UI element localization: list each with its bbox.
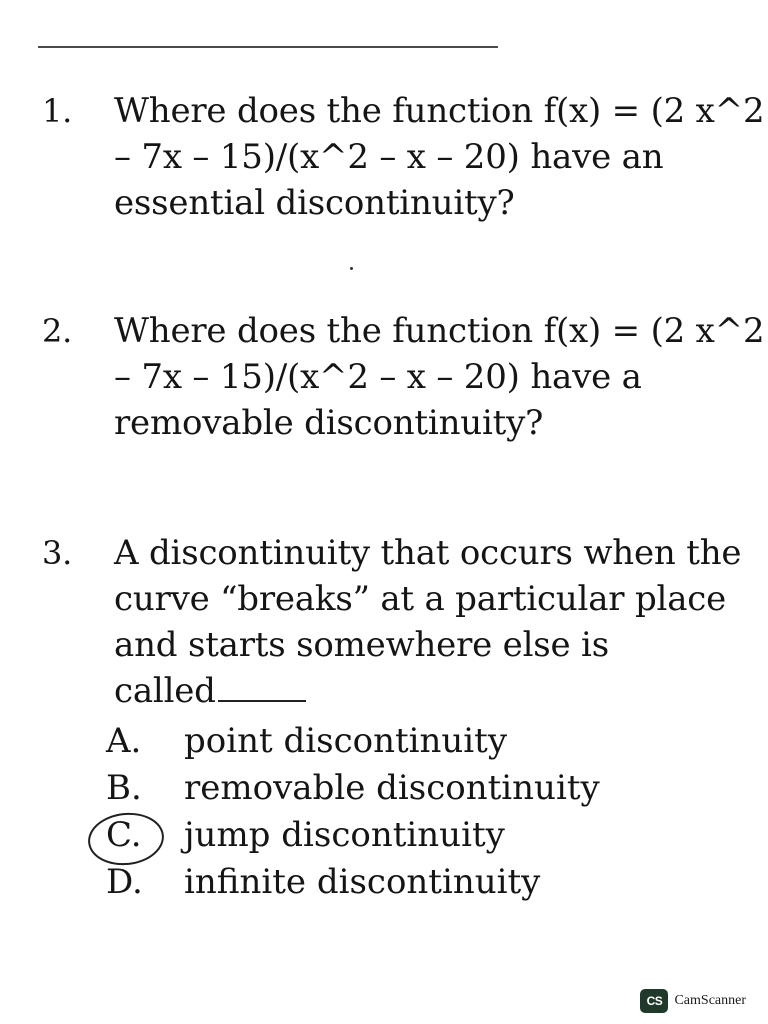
answer-blank xyxy=(218,670,306,702)
answer-choices xyxy=(106,718,666,906)
choice-d xyxy=(106,859,666,906)
question-line-last xyxy=(114,668,764,714)
choice-c xyxy=(106,812,666,859)
choice-letter: B. xyxy=(106,768,142,808)
question-line: – 7x – 15)/(x^2 – x – 20) have an xyxy=(114,137,664,177)
question-text xyxy=(114,530,764,714)
watermark-brand: CamScanner xyxy=(674,993,746,1008)
top-divider-line xyxy=(38,46,498,48)
question-line: Where does the function f(x) = (2 x^2 xyxy=(114,91,765,131)
question-line: called xyxy=(114,671,216,711)
question-text xyxy=(114,308,764,446)
choice-b xyxy=(106,765,666,812)
camscanner-logo-icon: CS xyxy=(640,989,668,1013)
choice-letter: C. xyxy=(106,815,142,855)
camscanner-watermark xyxy=(640,988,746,1014)
question-line: A discontinuity that occurs when the xyxy=(114,533,742,573)
question-line: – 7x – 15)/(x^2 – x – 20) have a xyxy=(114,357,642,397)
stray-ink-dot xyxy=(350,267,353,270)
question-number: 1. xyxy=(42,92,73,130)
choice-text: jump discontinuity xyxy=(184,815,505,855)
choice-letter: A. xyxy=(106,721,142,761)
question-line: and starts somewhere else is xyxy=(114,625,609,665)
choice-text: infinite discontinuity xyxy=(184,862,541,902)
question-line: essential discontinuity? xyxy=(114,183,515,223)
choice-letter: D. xyxy=(106,862,143,902)
question-number: 3. xyxy=(42,534,73,572)
choice-text: point discontinuity xyxy=(184,721,508,761)
question-line: removable discontinuity? xyxy=(114,403,544,443)
choice-text: removable discontinuity xyxy=(184,768,600,808)
question-number: 2. xyxy=(42,312,73,350)
question-line: Where does the function f(x) = (2 x^2 xyxy=(114,311,765,351)
question-text xyxy=(114,88,764,226)
choice-a xyxy=(106,718,666,765)
question-line: curve “breaks” at a particular place xyxy=(114,579,727,619)
